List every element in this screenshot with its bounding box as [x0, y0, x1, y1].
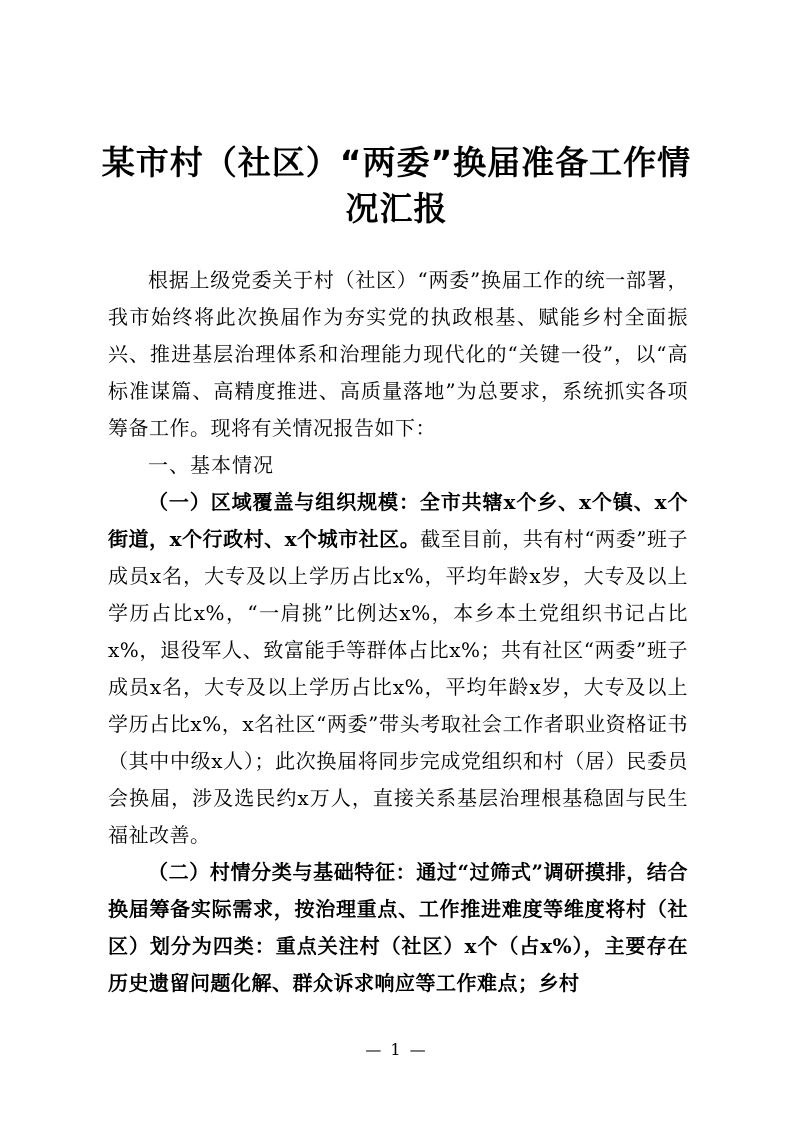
- item-1-lead: （一）区域覆盖与组织规模：全市共辖x个乡、x个镇、x个街道，x个行政村、x个城市社区。: [108, 490, 688, 551]
- item-2-paragraph: （二）村情分类与基础特征：通过“过筛式”调研摸排，结合换届筹备实际需求，按治理重点、工作推进难度等维度将村（社区）划分为四类：重点关注村（社区）x个（占x%），主要存在历史遗留问题化解、群众诉求响应等工作难点；乡村: [108, 860, 688, 995]
- title-line-2: 况汇报: [345, 189, 448, 228]
- document-title: [100, 140, 693, 232]
- document-body: [108, 262, 688, 1002]
- item-1-paragraph: [108, 484, 688, 854]
- title-line-1: 某市村（社区）“两委”换届准备工作情: [101, 143, 692, 182]
- page-number: — 1 —: [365, 1040, 428, 1059]
- section-heading-basic-situation: 一、基本情况: [148, 453, 274, 477]
- item-1-body: 截至目前，共有村“两委”班子成员x名，大专及以上学历占比x%，平均年龄x岁，大专及以上学历占比x%，“一肩挑”比例达x%，本乡本土党组织书记占比x%，退役军人、致富能手等群体占比x%；共有社区“两委”班子成员x名，大专及以上学历占比x%，平均年龄x岁，大专及以上学历占比x%，x名社区“两委”带头考取社会工作者职业资格证书（其中中级x人）；此次换届将同步完成党组织和村（居）民委员会换届，涉及选民约x万人，直接关系基层治理根基稳固与民生福祉改善。: [108, 527, 688, 847]
- intro-paragraph: 根据上级党委关于村（社区）“两委”换届工作的统一部署，我市始终将此次换届作为夯实党的执政根基、赋能乡村全面振兴、推进基层治理体系和治理能力现代化的“关键一役”，以“高标准谋篇、高精度推进、高质量落地”为总要求，系统抓实各项筹备工作。现将有关情况报告如下：: [108, 268, 688, 440]
